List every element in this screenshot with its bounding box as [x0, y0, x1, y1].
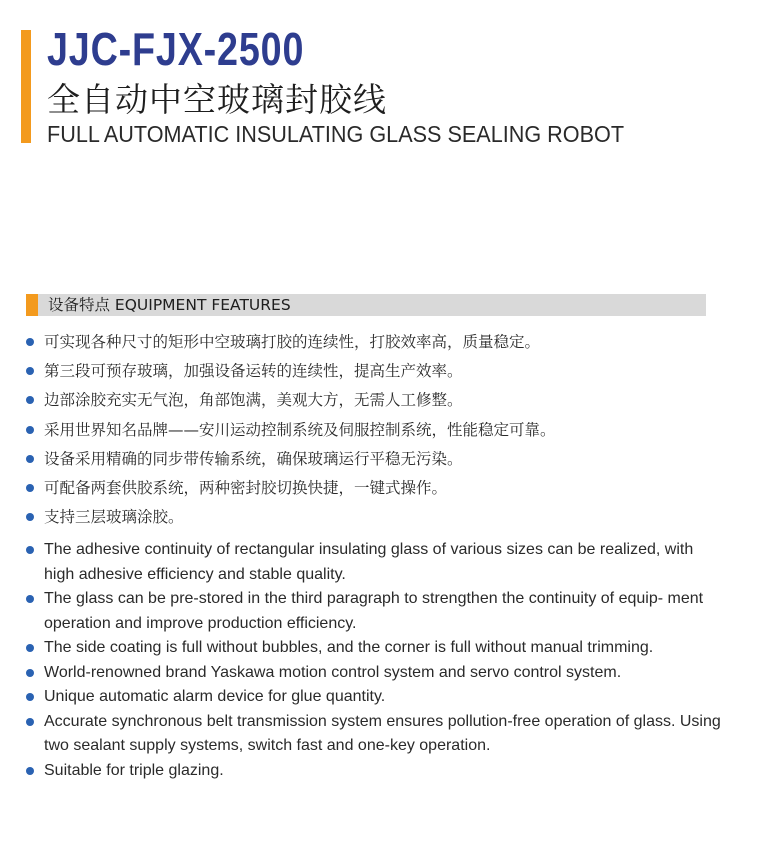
bullet-icon — [26, 693, 34, 701]
product-title-english: FULL AUTOMATIC INSULATING GLASS SEALING ROBOT — [47, 121, 625, 147]
feature-text: 第三段可预存玻璃，加强设备运转的连续性，提高生产效率。 — [44, 362, 463, 381]
bullet-icon — [26, 426, 34, 434]
feature-text: 边部涂胶充实无气泡，角部饱满，美观大方，无需人工修整。 — [44, 391, 463, 410]
list-item — [26, 636, 726, 661]
title-accent-bar — [21, 30, 31, 143]
feature-text: The side coating is full without bubbles, and the corner is full without manual trimming. — [44, 639, 654, 656]
bullet-icon — [26, 595, 34, 603]
feature-text: 支持三层玻璃涂胶。 — [44, 508, 184, 527]
model-number: JJC-FJX-2500 — [47, 23, 305, 75]
bullet-icon — [26, 396, 34, 404]
equipment-features-header — [26, 294, 706, 316]
bullet-icon — [26, 767, 34, 775]
list-item — [26, 388, 556, 417]
product-title-chinese: 全自动中空玻璃封胶线 — [47, 80, 387, 119]
feature-text: Unique automatic alarm device for glue quantity. — [44, 688, 386, 705]
feature-text: World-renowned brand Yaskawa motion control system and servo control system. — [44, 663, 622, 681]
section-marker — [26, 294, 38, 316]
bullet-icon — [26, 513, 34, 521]
features-list-chinese — [26, 330, 556, 534]
list-item — [26, 447, 556, 476]
feature-text: The glass can be pre-stored in the third paragraph to strengthen the continuity of equip- ment operation and improve production efficiency. — [44, 590, 704, 632]
feature-text: 设备采用精确的同步带传输系统，确保玻璃运行平稳无污染。 — [44, 449, 463, 468]
bullet-icon — [26, 455, 34, 463]
bullet-icon — [26, 644, 34, 652]
list-item — [26, 685, 726, 710]
bullet-icon — [26, 669, 34, 677]
list-item — [26, 330, 556, 359]
bullet-icon — [26, 367, 34, 375]
list-item — [26, 759, 726, 784]
section-heading: 设备特点 EQUIPMENT FEATURES — [48, 296, 291, 314]
feature-text: 采用世界知名品牌——安川运动控制系统及伺服控制系统，性能稳定可靠。 — [44, 420, 556, 439]
list-item — [26, 538, 726, 587]
features-list-english — [26, 538, 726, 783]
list-item — [26, 359, 556, 388]
list-item — [26, 710, 726, 759]
feature-text: 可实现各种尺寸的矩形中空玻璃打胶的连续性，打胶效率高，质量稳定。 — [44, 333, 541, 351]
bullet-icon — [26, 484, 34, 492]
list-item — [26, 505, 556, 534]
bullet-icon — [26, 546, 34, 554]
list-item — [26, 587, 726, 636]
list-item — [26, 661, 726, 686]
feature-text: Suitable for triple glazing. — [44, 761, 224, 779]
list-item — [26, 476, 556, 505]
feature-text: The adhesive continuity of rectangular insulating glass of various sizes can be realized, with high adhesive efficiency and stable quality. — [44, 541, 694, 583]
bullet-icon — [26, 718, 34, 726]
list-item — [26, 418, 556, 447]
bullet-icon — [26, 338, 34, 346]
feature-text: 可配备两套供胶系统，两种密封胶切换快捷，一键式操作。 — [44, 478, 448, 497]
feature-text: Accurate synchronous belt transmission system ensures pollution-free operation of glass. Using two sealant supply systems, switch fast and one-key operation. — [44, 712, 721, 754]
